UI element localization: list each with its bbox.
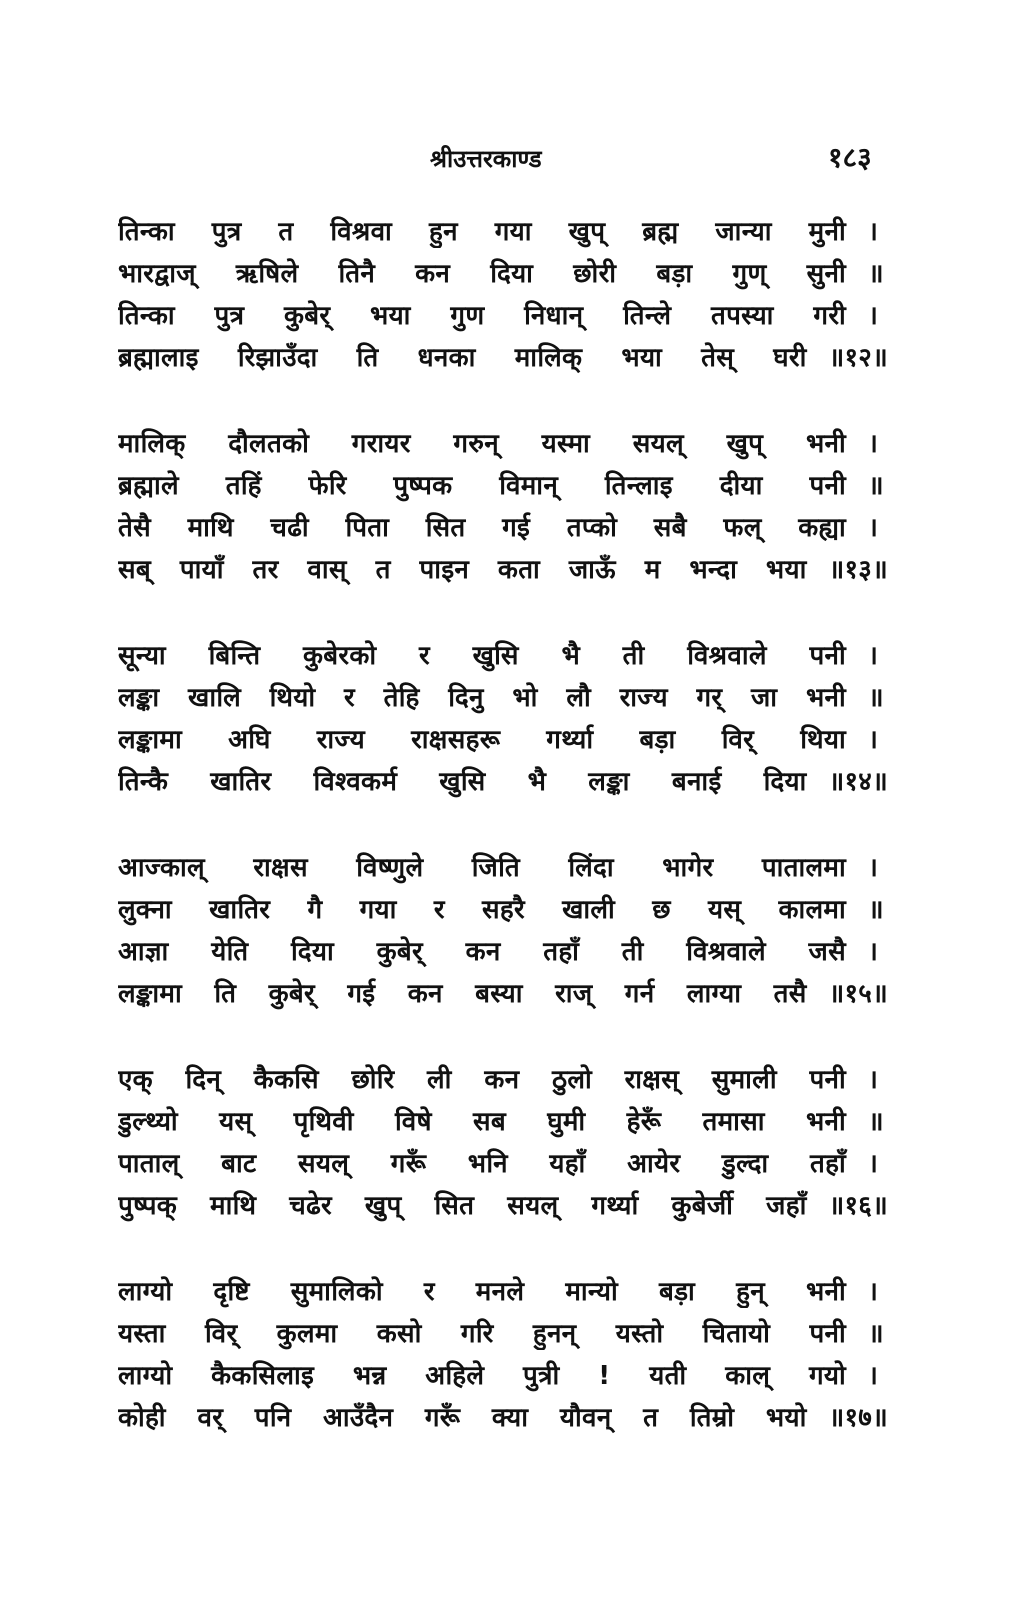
verse-line [118, 1144, 888, 1186]
verse-line-text: तेसै माथि चढी पिता सित गई तप्को सबै फल् कह्या [118, 513, 846, 543]
verse-line-text: लङ्कामा ति कुबेर् गई कन बस्या राज् गर्न लाग्या तसै [118, 979, 807, 1009]
verse-line-mark: । [868, 1361, 879, 1391]
verse-line [118, 848, 888, 890]
verse-line-mark: ॥ [868, 683, 884, 713]
verse-line-text: मालिक् दौलतको गरायर गरुन् यस्मा सयल् खुप् भनी [118, 429, 846, 459]
verse-line-text: सून्या बिन्ति कुबेरको र खुसि भै ती विश्रवाले पनी [118, 641, 846, 671]
verse-line [118, 1186, 888, 1228]
verse-line [118, 974, 888, 1016]
verse-line-text: लुक्ना खातिर गै गया र सहरै खाली छ यस् कालमा [118, 895, 846, 925]
chapter-title: श्रीउत्तरकाण्ड [430, 145, 542, 173]
verse-line-mark: । [868, 641, 879, 671]
verse-line-text: ब्रह्मालाइ रिझाउँदा ति धनका मालिक् भया तेस् घरी [118, 343, 807, 373]
verse-line-text: एक् दिन् कैकसि छोरि ली कन ठुलो राक्षस् सुमाली पनी [118, 1065, 846, 1095]
verse-line-mark: ॥ [868, 471, 884, 501]
page-number: १८३ [828, 141, 872, 174]
verse-line-mark: ॥ [868, 1319, 884, 1349]
verse-number-mark: ॥१३॥ [828, 555, 888, 585]
verse-line-mark: ॥ [868, 1107, 884, 1137]
verse-line [118, 636, 888, 678]
stanza-14 [118, 636, 888, 804]
verse-line [118, 1314, 888, 1356]
verse-line [118, 1060, 888, 1102]
verse-line [118, 338, 888, 380]
verse-line-text: पाताल् बाट सयल् गरूँ भनि यहाँ आयेर डुल्दा तहाँ [118, 1149, 846, 1179]
verse-line-mark: । [868, 513, 879, 543]
verse-line-text: तिन्कै खातिर विश्वकर्म खुसि भै लङ्का बनाई दिया [118, 767, 807, 797]
verse-line [118, 466, 888, 508]
verse-line-text: सब् पायाँ तर वास् त पाइन कता जाऊँ म भन्दा भया [118, 555, 807, 585]
verse-line [118, 1356, 888, 1398]
verse-line-mark: ॥ [868, 259, 884, 289]
verse-line-text: लङ्कामा अघि राज्य राक्षसहरू गर्थ्या बड़ा विर् थिया [118, 725, 846, 755]
verse-line-mark: । [868, 1277, 879, 1307]
verse-number-mark: ॥१६॥ [828, 1191, 888, 1221]
running-head [0, 142, 1024, 182]
verse-line [118, 1272, 888, 1314]
verse-line-text: लाग्यो दृष्टि सुमालिको र मनले मान्यो बड़ा हुन् भनी [118, 1277, 846, 1307]
verse-line [118, 932, 888, 974]
verse-number-mark: ॥१७॥ [828, 1403, 888, 1433]
verse-line-mark: । [868, 1065, 879, 1095]
verse-line-mark: । [868, 725, 879, 755]
stanza-13 [118, 424, 888, 592]
verse-line [118, 678, 888, 720]
verse-line [118, 508, 888, 550]
verse-line [118, 424, 888, 466]
verse-line [118, 550, 888, 592]
verse-line-mark: । [868, 301, 879, 331]
verse-line [118, 1398, 888, 1440]
stanza-12 [118, 212, 888, 380]
verse-line-mark: । [868, 1149, 879, 1179]
verse-line [118, 254, 888, 296]
verse-line-text: यस्ता विर् कुलमा कसो गरि हुनन् यस्तो चितायो पनी [118, 1319, 846, 1349]
verse-line [118, 890, 888, 932]
verse-line-text: आज्ञा येति दिया कुबेर् कन तहाँ ती विश्रवाले जसै [118, 937, 846, 967]
stanza-15 [118, 848, 888, 1016]
verse-line [118, 1102, 888, 1144]
verse-line [118, 720, 888, 762]
verse-body [118, 212, 888, 1484]
verse-line-mark: । [868, 937, 879, 967]
verse-number-mark: ॥१५॥ [828, 979, 888, 1009]
verse-line [118, 212, 888, 254]
verse-line-mark: । [868, 429, 879, 459]
verse-line-text: आज्काल् राक्षस विष्णुले जिति लिंदा भागेर पातालमा [118, 853, 846, 883]
verse-line [118, 296, 888, 338]
verse-number-mark: ॥१४॥ [828, 767, 888, 797]
verse-number-mark: ॥१२॥ [828, 343, 888, 373]
verse-line-text: पुष्पक् माथि चढेर खुप् सित सयल् गर्थ्या कुबेर्जी जहाँ [118, 1191, 807, 1221]
verse-line-text: कोही वर् पनि आउँदैन गरूँ क्या यौवन् त तिम्रो भयो [118, 1403, 807, 1433]
verse-line-mark: । [868, 217, 879, 247]
verse-line-text: तिन्का पुत्र त विश्रवा हुन गया खुप् ब्रह्म जान्या मुनी [118, 217, 846, 247]
verse-line-text: डुल्थ्यो यस् पृथिवी विषे सब घुमी हेरूँ तमासा भनी [118, 1107, 846, 1137]
stanza-16 [118, 1060, 888, 1228]
verse-line-mark: । [868, 853, 879, 883]
verse-line-text: लाग्यो कैकसिलाइ भन्न अहिले पुत्री ! यती काल् गयो [118, 1361, 846, 1391]
verse-line-text: ब्रह्माले तहिं फेरि पुष्पक विमान् तिन्लाइ दीया पनी [118, 471, 846, 501]
verse-line-mark: ॥ [868, 895, 884, 925]
verse-line-text: लङ्का खालि थियो र तेहि दिनु भो लौ राज्य गर् जा भनी [118, 683, 846, 713]
verse-line [118, 762, 888, 804]
verse-line-text: तिन्का पुत्र कुबेर् भया गुण निधान् तिन्ले तपस्या गरी [118, 301, 846, 331]
verse-line-text: भारद्वाज् ऋषिले तिनै कन दिया छोरी बड़ा गुण् सुनी [118, 259, 846, 289]
stanza-17 [118, 1272, 888, 1440]
